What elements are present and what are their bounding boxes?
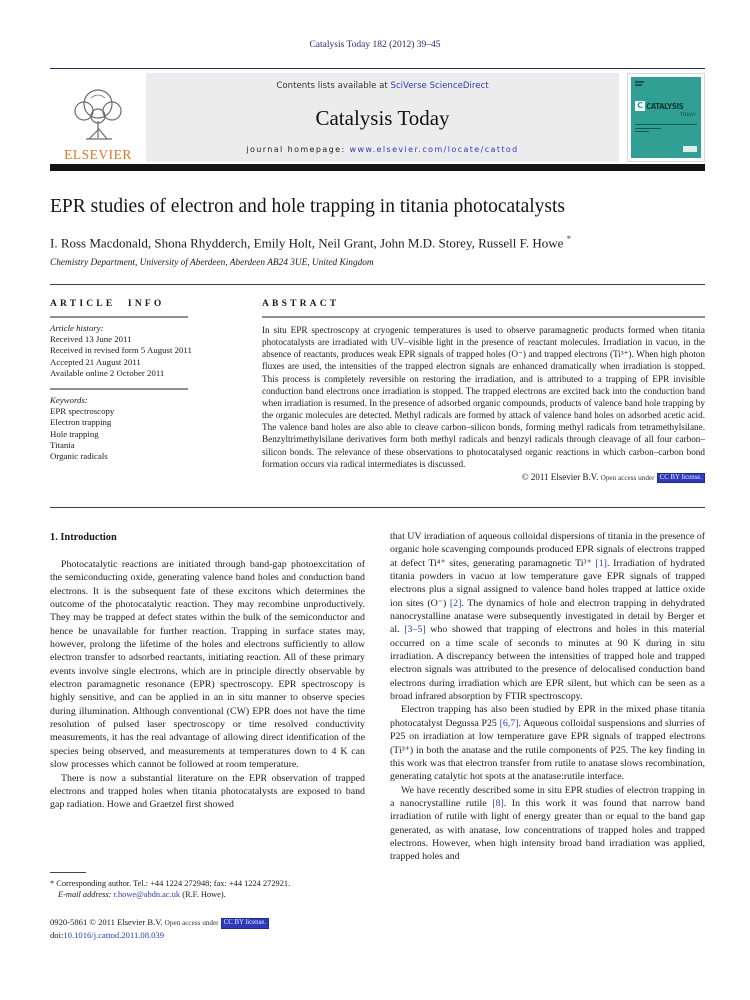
- cover-c-badge: C: [635, 101, 645, 111]
- info-line: EPR spectroscopy: [50, 406, 115, 417]
- info-line: Organic radicals: [50, 451, 108, 462]
- paragraph: [390, 784, 705, 864]
- left-column-text: [50, 558, 365, 812]
- doi-line: [50, 930, 269, 942]
- elsevier-wordmark: ELSEVIER: [64, 147, 132, 162]
- cover-issue-bar: [635, 81, 644, 83]
- text-segment: who showed that trapping of electrons and holes in this material occurred on a time scale of seconds to minutes at 90 K during in situ irradiation. A discrepancy between the intensities of trapped hole and trapped electron signals was attributed to the presence of delocalised conduction band electrons during irradiation which are EPR silent, but which can be seen as a broad infrared absorption by FTIR spectroscopy.: [390, 624, 705, 703]
- info-line: Received 13 June 2011: [50, 334, 132, 345]
- journal-homepage-link[interactable]: www.elsevier.com/locate/cattod: [349, 145, 519, 154]
- contents-line: [276, 81, 488, 91]
- section-heading: 1. Introduction: [50, 532, 117, 543]
- text-segment: There is now a substantial literature on the EPR observation of trapped electrons and trapped holes when titania photocatalysts are exposed to band gap radiation. Howe and Graetzel first showed: [50, 772, 365, 811]
- text-segment: . Irradiation of hydrated titania powders in vacuo at low temperature gave EPR signals of trapped electrons plus a signal assigned to valence band holes trapped at lattice oxide ion sites (O⁻): [390, 557, 705, 609]
- journal-banner: [146, 73, 619, 162]
- contents-prefix: Contents lists available at: [276, 81, 391, 91]
- abstract-divider: [50, 507, 705, 508]
- text-segment: We have recently described some in situ EPR studies of electron trapping in a nanocrystalline rutile: [390, 784, 705, 809]
- journal-cover-thumbnail[interactable]: [627, 73, 705, 162]
- keywords-rule: [50, 388, 188, 390]
- cover-masthead-sub: TODAY: [680, 112, 696, 117]
- article-history-label: Article history:: [50, 323, 104, 333]
- cover-rule: [635, 124, 697, 125]
- info-line: Available online 2 October 2011: [50, 367, 165, 378]
- issn-line: [50, 917, 269, 930]
- imprint-footer: [50, 917, 269, 941]
- homepage-prefix: journal homepage:: [246, 145, 350, 154]
- paragraph: [50, 558, 365, 772]
- article-body: [50, 530, 705, 864]
- corresponding-author-mark[interactable]: *: [566, 234, 572, 244]
- email-suffix: (R.F. Howe).: [180, 890, 226, 900]
- info-line: Hole trapping: [50, 428, 99, 439]
- cc-by-license-link[interactable]: CC BY license.: [657, 473, 705, 484]
- citation-link[interactable]: [2]: [449, 597, 462, 609]
- title-divider: [50, 284, 705, 285]
- elsevier-tree-icon: [67, 84, 129, 148]
- keywords-list: [50, 406, 238, 462]
- abstract-column: [262, 299, 705, 483]
- text-segment: . The dynamics of hole and electron trapping in dehydrated nanocrystalline anatase were subsequently investigated in detail by Berger et al.: [390, 597, 705, 636]
- article-info-rule: [50, 316, 188, 318]
- affiliation: Chemistry Department, University of Aberdeen, Aberdeen AB24 3UE, United Kingdom: [50, 258, 374, 268]
- doi-label: doi:: [50, 929, 64, 940]
- left-column: [50, 530, 365, 864]
- right-column: [390, 530, 705, 864]
- cover-issue-bar: [635, 84, 642, 86]
- paragraph: [390, 703, 705, 783]
- open-access-text-footer: Open access under: [164, 919, 219, 927]
- info-line: Titania: [50, 439, 75, 450]
- paragraph: [390, 530, 705, 703]
- cover-text-bar: [635, 131, 649, 132]
- journal-cover-art: [631, 77, 701, 158]
- footnote-rule: [50, 872, 86, 873]
- open-access-text: Open access under: [600, 473, 655, 482]
- footnote: [50, 872, 372, 900]
- email-link[interactable]: r.howe@abdn.ac.uk: [113, 890, 181, 900]
- text-segment: Photocatalytic reactions are initiated through band-gap photoexcitation of the semiconducting oxide, generating valence band holes and conduction band electrons. It is the subsequent fate of these excitons which determines the outcome of the photocatalytic reaction. They may recombine unproductively. They may be trapped at defect states within the bulk of the semiconductor and hence be unavailable for further reaction. Trapping in surface states may, however, prolong the lifetime of the holes and electrons sufficiently to allow electron transfer to adsorbed reactants, initiating reaction. All of these primary events involve single electrons, which are in principle directly observable by electron paramagnetic resonance (EPR) spectroscopy. EPR spectroscopy is highly sensitive, and can be applied in an in situ manner to observe species during illumination. Although conventional (CW) EPR does not have the time resolution of pulsed laser spectroscopy or time resolved conductivity measurements, it has the real advantage of allowing direct identification of the species being observed, and measurements at temperatures down to 4 K can slow processes which cannot be followed at room temperature.: [50, 559, 365, 771]
- citation-link[interactable]: [3–5]: [404, 624, 426, 636]
- text-segment: that UV irradiation of aqueous colloidal dispersions of titania in the presence of organic hole scavenging compounds produced EPR signals of electrons trapped at defect Ti⁴⁺ sites, generating paramagnetic Ti³⁺: [390, 531, 705, 569]
- corresponding-author-note: * Corresponding author. Tel.: +44 1224 272948; fax: +44 1224 272921.: [50, 879, 291, 888]
- text-segment: Electron trapping has also been studied by EPR in the mixed phase titania photocatalyst Degussa P25: [390, 704, 705, 729]
- text-segment: . Aqueous colloidal suspensions and slurries of P25 on irradiation at low temperature gave EPR signals of trapped electrons (Ti³⁺) in both the anatase and the rutile components of P25. The key finding in this work was that electron transfer from rutile to anatase slows recombination, generating catalytic hot spots at the anatase:rutile interface.: [390, 717, 706, 783]
- header-top-rule: [50, 68, 705, 69]
- abstract-rule: [262, 316, 705, 318]
- paragraph: [50, 772, 365, 812]
- email-label: E-mail address:: [58, 890, 112, 900]
- citation-link[interactable]: [8]: [492, 797, 504, 809]
- article-title: EPR studies of electron and hole trapping in titania photocatalysts: [50, 196, 566, 217]
- article-info-column: [50, 299, 262, 483]
- info-line: Electron trapping: [50, 417, 112, 428]
- text-segment: . In this work it was found that narrow band irradiation of rutile with light of energy greater than or equal to the band gap generated, as with anatase, low concentrations of trapped holes and trapped electrons. However, when high intensity broad band irradiation was applied, trapped holes and: [390, 797, 705, 863]
- doi-link[interactable]: 10.1016/j.cattod.2011.08.039: [63, 929, 165, 940]
- issn-copyright-text: 0920-5861 © 2011 Elsevier B.V.: [50, 917, 163, 927]
- cover-masthead: CATALYSIS: [646, 101, 684, 111]
- citation-link[interactable]: [6,7]: [499, 717, 519, 729]
- citation-link[interactable]: [1]: [595, 557, 607, 569]
- sciverse-sciencedirect-link[interactable]: SciVerse ScienceDirect: [390, 81, 489, 91]
- email-line: [50, 889, 372, 900]
- info-line: Received in revised form 5 August 2011: [50, 345, 192, 356]
- info-line: Accepted 21 August 2011: [50, 356, 141, 367]
- homepage-line: [246, 145, 518, 154]
- cover-masthead-row: [635, 101, 687, 111]
- elsevier-logo[interactable]: [50, 73, 146, 162]
- article-info-heading: ARTICLE INFO: [50, 299, 165, 309]
- abstract-text: In situ EPR spectroscopy at cryogenic temperatures is used to observe paramagnetic products formed when titania photocatalysts are irradiated with UV–visible light in the presence of reactant molecules. Irradiation in vacuo, in the absence of reactants, produces weak EPR signals of trapped holes (O⁻) and trapped electrons (Ti³⁺). When high photon fluxes are used, the intensities of the trapped electron signals are enhanced dramatically when irradiation is stopped. This process is completely reversible on restoring the irradiation, and is attributed to a trapping of EPR invisible conduction band electrons once irradiation is stopped. The trapped electrons are excited back into the conduction band when irradiation is resumed. In the presence of adsorbed organic compounds, products of valence band hole trapping by the organic molecules are detected. Methyl radicals are formed by attack of valence band holes on adsorbed acetic acid. The valence band holes are also able to cleave carbon–silicon bonds, forming methyl radicals from tetramethylsilane. Benzyltrimethylsilane derivatives form both methyl radicals and benzyl radicals through cleavage of all four carbon–silicon bonds. The relevance of these observations to photocatalysed organic reactions in which carbon–carbon bond formation occurs via radical intermediates is discussed.: [262, 325, 705, 469]
- journal-title: Catalysis Today: [315, 105, 450, 130]
- abstract-copyright: [262, 472, 705, 484]
- keywords-label: Keywords:: [50, 395, 88, 406]
- copyright-text: © 2011 Elsevier B.V.: [521, 471, 599, 482]
- authors-text: I. Ross Macdonald, Shona Rhydderch, Emily Holt, Neil Grant, John M.D. Storey, Russell F. Howe: [50, 235, 567, 251]
- header-divider-bar: [50, 164, 705, 171]
- cover-publisher-badge: [683, 146, 697, 152]
- cc-by-license-link-footer[interactable]: CC BY license.: [221, 918, 269, 929]
- author-list: [50, 234, 705, 251]
- article-info-abstract-section: [50, 299, 705, 483]
- article-history-list: [50, 334, 238, 379]
- abstract-heading: ABSTRACT: [262, 299, 340, 309]
- cover-text-bar: [635, 128, 661, 129]
- right-column-text: [390, 530, 705, 864]
- journal-header: [50, 73, 705, 162]
- journal-citation: Catalysis Today 182 (2012) 39–45: [309, 40, 441, 50]
